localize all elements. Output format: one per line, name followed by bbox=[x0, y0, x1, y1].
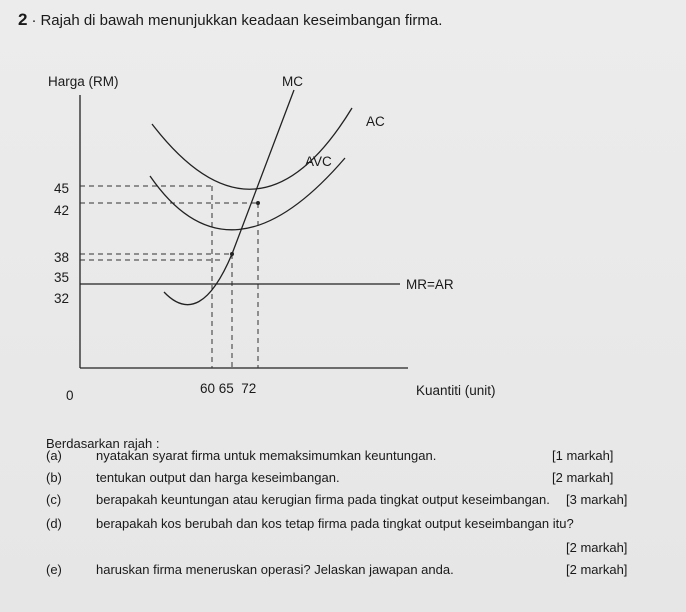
y-axis-label: Harga (RM) bbox=[48, 74, 119, 89]
question-part-d bbox=[46, 516, 574, 531]
part-b-mark: [2 markah] bbox=[552, 470, 614, 485]
question-header bbox=[18, 10, 442, 30]
ac-label: AC bbox=[366, 114, 385, 129]
guide-lines bbox=[80, 186, 258, 368]
origin-label: 0 bbox=[66, 388, 74, 403]
mr-ar-label: MR=AR bbox=[406, 277, 454, 292]
question-part-c bbox=[46, 492, 550, 507]
part-text: tentukan output dan harga keseimbangan. bbox=[96, 470, 340, 485]
avc-label: AVC bbox=[305, 154, 332, 169]
question-text: Rajah di bawah menunjukkan keadaan keseimbangan firma. bbox=[40, 12, 443, 29]
price-tick-32: 32 bbox=[54, 291, 70, 306]
question-part-b bbox=[46, 470, 340, 485]
part-c-mark: [3 markah] bbox=[566, 492, 628, 507]
price-tick-45: 45 bbox=[54, 181, 70, 196]
price-tick-42: 42 bbox=[54, 203, 70, 218]
quantity-ticks: 60 65 72 bbox=[200, 381, 257, 396]
part-text: nyatakan syarat firma untuk memaksimumkan keuntungan. bbox=[96, 448, 437, 463]
ac-min-point bbox=[256, 201, 260, 205]
part-label: (c) bbox=[46, 492, 62, 507]
part-label: (d) bbox=[46, 516, 62, 531]
price-tick-35: 35 bbox=[54, 270, 70, 285]
part-text: berapakah keuntungan atau kerugian firma pada tingkat output keseimbangan. bbox=[96, 492, 550, 507]
mc-label: MC bbox=[282, 74, 303, 89]
part-label: (a) bbox=[46, 448, 62, 463]
question-part-e bbox=[46, 562, 454, 577]
part-a-mark: [1 markah] bbox=[552, 448, 614, 463]
mc-curve bbox=[164, 90, 294, 305]
part-text: haruskan firma meneruskan operasi? Jelaskan jawapan anda. bbox=[96, 562, 454, 577]
question-bullet: · bbox=[31, 12, 37, 29]
question-number: 2 bbox=[18, 10, 28, 29]
ac-curve bbox=[152, 108, 352, 189]
equilibrium-diagram bbox=[0, 60, 686, 420]
instructions-intro: Berdasarkan rajah : bbox=[46, 436, 160, 451]
x-axis-label: Kuantiti (unit) bbox=[416, 383, 496, 398]
question-part-a bbox=[46, 448, 436, 463]
avc-min-point bbox=[230, 252, 234, 256]
part-e-mark: [2 markah] bbox=[566, 562, 628, 577]
part-label: (b) bbox=[46, 470, 62, 485]
part-d-mark: [2 markah] bbox=[566, 540, 628, 555]
part-text: berapakah kos berubah dan kos tetap firma pada tingkat output keseimbangan itu? bbox=[96, 516, 574, 531]
price-tick-38: 38 bbox=[54, 250, 70, 265]
part-label: (e) bbox=[46, 562, 62, 577]
